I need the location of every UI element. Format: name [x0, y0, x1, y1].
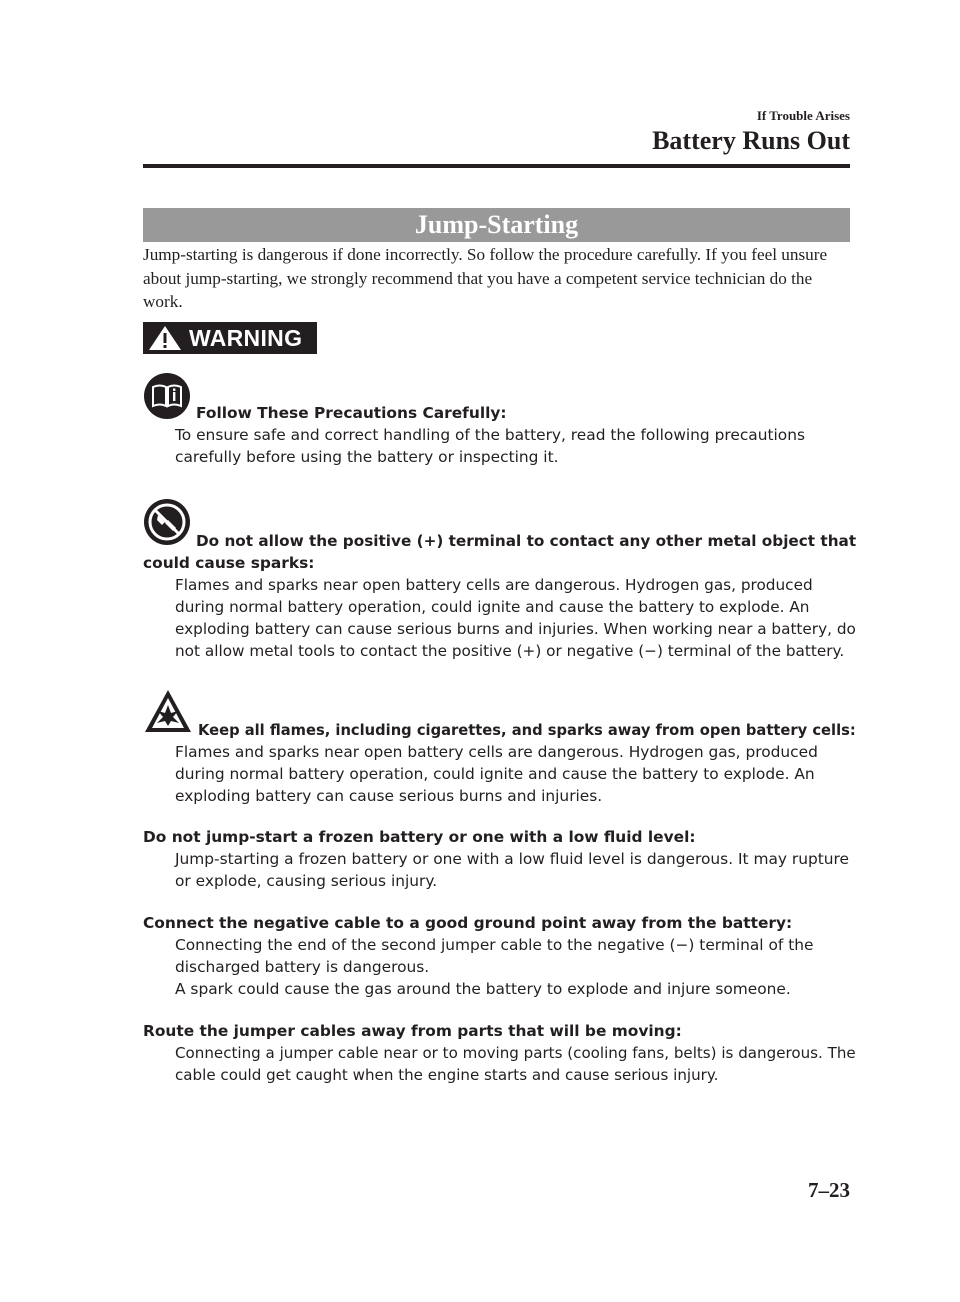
frozen-text [175, 848, 849, 892]
moving-text [175, 1042, 856, 1086]
section-label: If Trouble Arises [756, 108, 850, 123]
text-line: not allow metal tools to contact the positive (+) or negative (−) terminal of the battery. [175, 642, 845, 660]
warning-triangle-icon [147, 324, 183, 352]
text-line: cable could get caught when the engine starts and cause serious injury. [175, 1066, 719, 1084]
text-line: A spark could cause the gas around the battery to explode and injure someone. [175, 980, 791, 998]
text-line: discharged battery is dangerous. [175, 958, 430, 976]
manual-book-icon [143, 372, 191, 420]
ground-title: Connect the negative cable to a good ground point away from the battery: [143, 914, 793, 932]
frozen-title: Do not jump-start a frozen battery or one with a low fluid level: [143, 828, 696, 846]
explosion-warning-icon [143, 688, 193, 734]
text-line: Flames and sparks near open battery cells are dangerous. Hydrogen gas, produced [175, 576, 813, 594]
page-header [652, 108, 850, 156]
warning-label: WARNING [189, 324, 303, 351]
positive-terminal-title: Do not allow the positive (+) terminal to contact any other metal object that [196, 532, 857, 550]
positive-terminal-text [175, 574, 856, 662]
header-divider [143, 164, 850, 168]
text-line: Jump-starting a frozen battery or one with a low fluid level is dangerous. It may rupture [175, 850, 849, 868]
moving-title: Route the jumper cables away from parts that will be moving: [143, 1022, 682, 1040]
text-line: To ensure safe and correct handling of the battery, read the following precautions [175, 426, 805, 444]
text-line: Connecting the end of the second jumper cable to the negative (−) terminal of the [175, 936, 814, 954]
ground-text [175, 934, 813, 1000]
section-heading: Jump-Starting [143, 208, 850, 242]
flames-title: Keep all flames, including cigarettes, and sparks away from open battery cells: [198, 722, 856, 739]
text-line: Flames and sparks near open battery cells are dangerous. Hydrogen gas, produced [175, 743, 818, 761]
intro-paragraph: Jump-starting is dangerous if done incorrectly. So follow the procedure carefully. If you feel unsure about jump-starting, we strongly recommend that you have a competent service technician do the work. [143, 245, 828, 311]
text-line: exploding battery can cause serious burns and injuries. [175, 787, 603, 805]
text-line: during normal battery operation, could ignite and cause the battery to explode. An [175, 598, 810, 616]
text-line: during normal battery operation, could ignite and cause the battery to explode. An [175, 765, 815, 783]
page-title: Battery Runs Out [652, 126, 850, 155]
text-line: exploding battery can cause serious burns and injuries. When working near a battery, do [175, 620, 856, 638]
text-line: or explode, causing serious injury. [175, 872, 438, 890]
flames-text [175, 741, 818, 807]
precautions-title: Follow These Precautions Carefully: [196, 404, 507, 422]
precautions-text [175, 424, 805, 468]
warning-badge [143, 322, 317, 354]
positive-terminal-title-cont: could cause sparks: [143, 554, 315, 572]
no-metal-tools-icon [143, 498, 191, 546]
page-number: 7–23 [808, 1178, 850, 1202]
text-line: carefully before using the battery or inspecting it. [175, 448, 559, 466]
text-line: Connecting a jumper cable near or to moving parts (cooling fans, belts) is dangerous. The [175, 1044, 856, 1062]
